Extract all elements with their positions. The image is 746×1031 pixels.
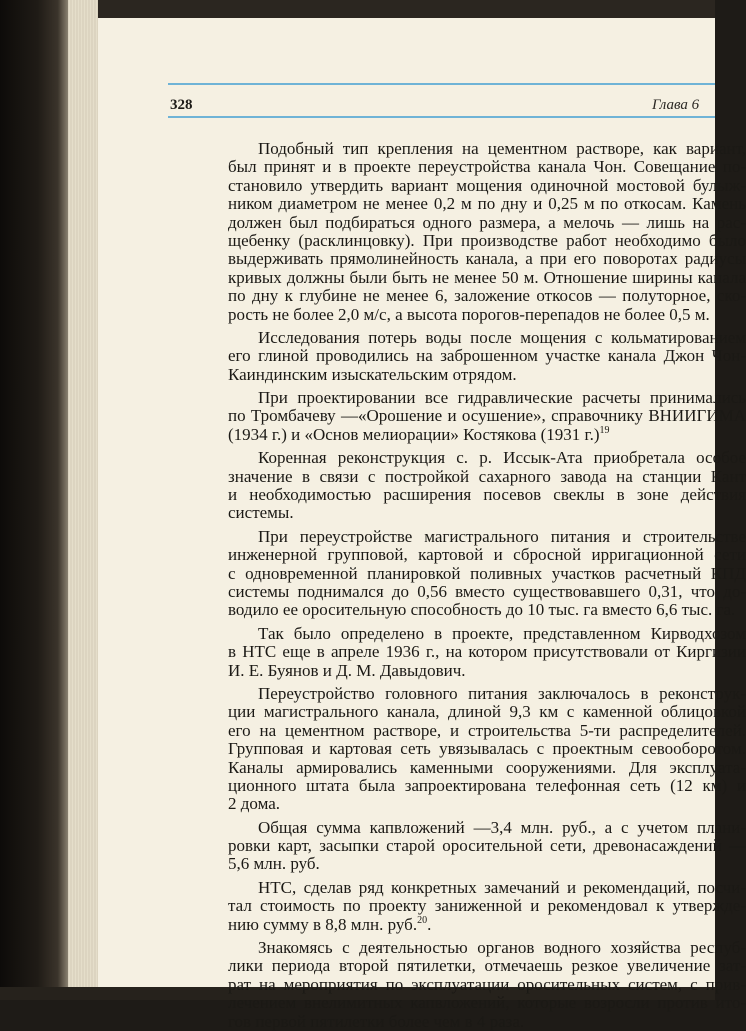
line-text: его глиной проводились на заброшенном участке канала Джон Чон- [228,346,746,366]
paragraph [168,388,746,444]
paragraph [168,526,746,620]
line-text: по дну к глубине не менее 6, заложение откосов — полуторное, ско- [228,286,746,306]
line-text: значение в связи с постройкой сахарного завода на станции Кант [228,466,746,486]
text-line [168,249,746,269]
line-text: Коренная реконструкция с. р. Иссык-Ата приобретала особое [258,448,746,468]
scan-top-border [0,0,715,18]
line-tail: . [427,914,432,934]
text-line [168,600,736,620]
text-line [168,526,746,546]
line-text: по Тромбачеву —«Орошение и осушение», справочнику ВНИИГИМА [228,406,746,426]
text-line [168,426,716,444]
text-line [168,739,746,759]
paragraph [168,448,746,523]
text-line [168,956,746,976]
text-line [168,212,746,232]
line-text: ровки карт, засыпки старой оросительной сети, древонасаждений — [228,836,746,856]
paragraph [168,683,746,814]
line-text: тал стоимость по проекту заниженной и рекомендовал к утвержде- [228,896,746,916]
text-line [168,466,746,486]
text-line [168,306,716,324]
line-text: лечением внелимитных капвложений, которые возросли против ито- [228,993,746,1013]
line-text: щебенку (расклинцовку). При производстве работ необходимо было [228,230,746,250]
chapter-title: Глава 6 [652,97,700,113]
paragraph [168,877,746,934]
line-text: 5,6 млн. руб. [228,854,320,874]
line-text: Групповая и картовая сеть увязывалась с проектным севооборотом. [228,739,746,759]
line-text: И. Е. Буянов и Д. М. Давыдович. [228,660,466,680]
line-text: 2 дома. [228,794,281,814]
text-line [168,581,746,601]
text-line [168,795,716,813]
line-text: ции магистрального канала, длиной 9,3 км с каменной облицовкой [228,702,746,722]
text-line [168,817,746,837]
header-rule-top [168,83,715,85]
line-text: Знакомясь с деятельностью органов водного хозяйства респуб- [258,938,746,958]
text-line [168,545,746,565]
page-stack-edge [68,0,98,1000]
text-line [168,642,746,662]
line-text: Переустройство головного питания заключалось в реконструк- [258,683,746,703]
line-text: При проектировании все гидравлические расчеты принимались [258,388,746,408]
text-line [168,563,746,583]
line-text: в НТС еще в апреле 1936 г., на котором присутствовали от Киргизии [228,642,746,662]
book-spine-shadow [0,0,68,1000]
line-text: Каналы армировались каменными сооружениями. Для эксплуата- [228,757,746,777]
text-line [168,286,746,306]
paragraph [168,817,746,874]
text-line [168,175,746,195]
paragraph [168,623,746,680]
line-text: НТС, сделав ряд конкретных замечаний и рекомендаций, посчи- [258,877,746,897]
text-line [168,406,746,426]
line-text: Подобный тип крепления на цементном растворе, как вариант, [258,139,746,158]
line-text: При переустройстве магистрального питания и строительстве [258,526,746,546]
line-text: должен был подбираться одного размера, а мелочь — лишь на рас- [228,212,746,232]
text-line [168,327,746,347]
text-line [168,448,746,468]
text-line [168,896,746,916]
line-text: и необходимостью расширения посевов свеклы в зоне действия [228,485,746,505]
text-line [168,485,746,505]
text-line [168,836,746,856]
header-rule-bottom [168,116,715,118]
line-text: лики периода второй пятилетки, отмечаешь резкое увеличение зат- [228,956,746,976]
text-line [168,267,746,287]
body-text [168,139,746,1031]
text-line [168,623,746,643]
line-text: водило ее оросительную способность до 10 тыс. га вместо 6,6 тыс. га. [228,600,736,620]
text-line [168,194,746,214]
line-text: рость не более 2,0 м/с, а высота порогов-перепадов не более 0,5 м. [228,304,710,324]
text-line [168,993,746,1013]
line-text: был принят и в проекте переустройства канала Чон. Совещание по- [228,157,746,177]
text-line [168,938,746,958]
line-text: системы. [228,503,294,523]
text-line [168,775,746,795]
footnote-ref[interactable]: 20 [417,914,428,926]
line-text: гов первой пятилетки более чем в 4 раза. [228,1011,525,1031]
line-text: становило утвердить вариант мощения одиночной мостовой булыж- [228,175,746,195]
line-text: (1934 г.) и «Основ мелиорации» Костякова (1931 г.) [228,424,600,444]
paragraph [168,327,746,384]
line-text: кривых должны были быть не менее 50 м. Отношение ширины канала [228,267,746,287]
line-text: Общая сумма капвложений —3,4 млн. руб., а с учетом плани- [258,817,746,837]
line-text: его на цементном растворе, и строительства 5-ти распределителей. [228,720,746,740]
line-text: инженерной групповой, картовой и сбросной ирригационной сети [228,545,746,565]
text-line [168,974,746,994]
text-line [168,157,746,177]
line-text: нию сумму в 8,8 млн. руб. [228,914,418,934]
text-line [168,720,746,740]
line-text: системы поднимался до 0,56 вместо существовавшего 0,31, что до- [228,581,746,601]
text-line [168,504,716,522]
page-number: 328 [170,97,193,113]
footnote-ref[interactable]: 19 [599,424,610,436]
line-text: ником диаметром не менее 0,2 м по дну и 0,25 м по откосам. Камень [228,194,746,214]
text-line [168,877,746,897]
text-line [168,916,716,934]
text-line [168,346,746,366]
text-line [168,662,716,680]
line-text: Так было определено в проекте, представленном Кирводхозом [258,623,746,643]
line-text: ционного штата была запроектирована телефонная сеть (12 км) и [228,775,746,795]
line-text: с одновременной планировкой поливных участков расчетный КПД [228,563,746,583]
text-line [168,683,746,703]
line-text: выдерживать прямолинейность канала, а при его поворотах радиусы [228,249,746,269]
line-text: рат на мероприятия по эксплуатации оросительных систем, с прив- [228,974,746,994]
paragraph [168,938,746,1031]
paragraph [168,139,746,324]
line-text: Исследования потерь воды после мощения с кольматированием [258,327,746,347]
text-line [168,702,746,722]
text-line [168,388,746,408]
text-line [168,230,746,250]
line-text: Каиндинским изыскательским отрядом. [228,364,517,384]
text-line [168,1013,716,1031]
text-line [168,855,716,873]
text-line [168,139,746,158]
text-line [168,366,716,384]
text-line [168,757,746,777]
